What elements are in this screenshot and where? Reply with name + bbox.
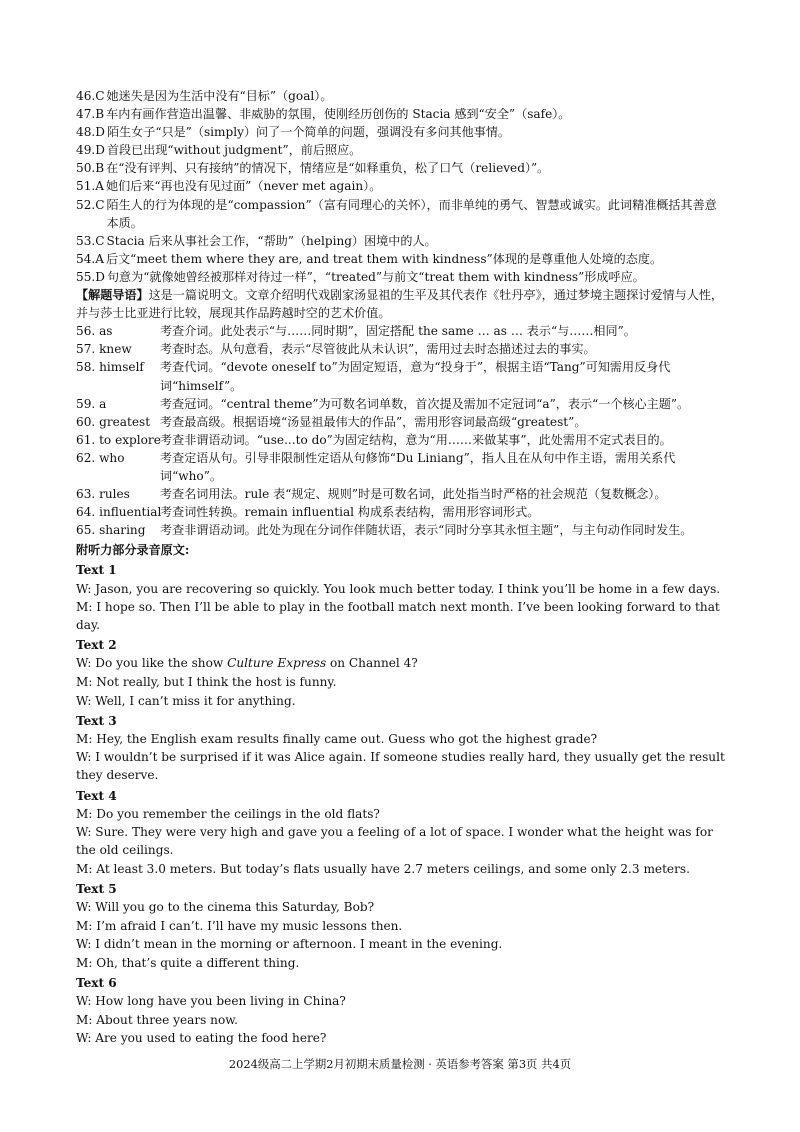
answer-row (76, 340, 728, 358)
text-title: Text 2 (76, 638, 117, 653)
answer-number: 56. as (76, 324, 113, 339)
answer-row (76, 250, 728, 268)
answer-explanation: 后文“meet them where they are, and treat them with kindness”体现的是尊重他人处境的态度。 (105, 251, 663, 266)
answer-row (76, 196, 728, 232)
answer-row (76, 159, 728, 177)
answer-number: 65. sharing (76, 523, 146, 538)
dialogue-line (76, 992, 728, 1010)
dialogue-line (76, 805, 728, 823)
dialogue-line (76, 748, 728, 784)
answer-number: 51.A (76, 179, 104, 194)
dialogue-text: M: At least 3.0 meters. But today’s flats usually have 2.7 meters ceilings, and some only 2.3 meters. (76, 861, 690, 876)
answer-row (76, 449, 728, 485)
answer-number: 60. greatest (76, 414, 151, 429)
page-footer: 2024级高二上学期2月初期末质量检测 · 英语参考答案 第3页 共4页 (228, 1057, 572, 1071)
dialogue-line (76, 1029, 728, 1047)
dialogue-text: M: I’m afraid I can’t. I’ll have my music lessons then. (76, 918, 403, 933)
answer-row (76, 322, 728, 340)
cloze-answers (76, 87, 728, 286)
answer-explanation: 考查时态。从句意看，表示“尽管彼此从未认识”，需用过去时态描述过去的事实。 (160, 342, 596, 357)
dialogue-line (76, 954, 728, 972)
dialogue-line (76, 598, 728, 634)
answer-number: 49.D (76, 143, 105, 158)
answer-explanation: 车内有画作营造出温馨、非威胁的氛围，使刚经历创伤的 Stacia 感到“安全”（safe）。 (106, 107, 571, 122)
answer-row (76, 431, 728, 449)
answer-explanation: 在“没有评判、只有接纳”的情况下，情绪应是“如释重负，松了口气（relieved）”。 (106, 161, 550, 176)
dialogue-line (76, 935, 728, 953)
text-title: Text 4 (76, 788, 117, 803)
dialogue-text: W: Do you like the show (76, 656, 228, 671)
answer-number: 64. influential (76, 505, 162, 520)
answer-number: 54.A (76, 251, 104, 266)
answer-number: 62. who (76, 450, 125, 465)
dialogue-text: M: Do you remember the ceilings in the old flats? (76, 806, 380, 821)
answer-row (76, 87, 728, 105)
show-title: Culture Express (227, 656, 327, 671)
answer-explanation: 考查代词。“devote oneself to”为固定短语，意为“投身于”，根据主语“Tang”可知需用反身代词“himself”。 (160, 360, 671, 393)
dialogue-line (76, 823, 728, 859)
answer-number: 53.C (76, 233, 105, 248)
answer-number: 48.D (76, 125, 105, 140)
answer-number: 61. to explore (76, 432, 161, 447)
dialogue-line (76, 654, 728, 672)
answer-document (76, 87, 728, 1048)
answer-explanation: 首段已出现“without judgment”，前后照应。 (106, 143, 362, 158)
answer-explanation: 考查定语从句。引导非限制性定语从句修饰“Du Liniang”，指人且在从句中作主语，需用关系代词“who”。 (160, 450, 676, 483)
text-title: Text 5 (76, 882, 117, 897)
dialogue-text: M: About three years now. (76, 1012, 239, 1027)
text-title: Text 1 (76, 563, 117, 578)
answer-number: 52.C (76, 197, 105, 212)
answer-explanation: 考查非谓语动词。此处为现在分词作伴随状语，表示“同时分享其永恒主题”，与主句动作同时发生。 (160, 523, 693, 538)
answer-explanation: 陌生人的行为体现的是“compassion”（富有同理心的关怀），而非单纯的勇气、智慧或诚实。此词精准概括其善意本质。 (106, 197, 717, 230)
dialogue-text: on Channel 4? (326, 656, 418, 671)
answer-number: 55.D (76, 269, 105, 284)
transcript-heading: 附听力部分录音原文: (76, 543, 190, 558)
dialogue-text: W: Well, I can’t miss it for anything. (76, 693, 296, 708)
answer-number: 46.C (76, 89, 105, 103)
answer-row (76, 395, 728, 413)
dialogue-text: W: Will you go to the cinema this Saturday, Bob? (76, 900, 375, 915)
dialogue-text: W: Are you used to eating the food here? (76, 1031, 327, 1046)
answer-row (76, 413, 728, 431)
dialogue-line (76, 692, 728, 710)
dialogue-line (76, 1011, 728, 1029)
answer-number: 47.B (76, 107, 105, 122)
answer-row (76, 177, 728, 195)
answer-row (76, 503, 728, 521)
answer-explanation: 她迷失是因为生活中没有“目标”（goal）。 (106, 89, 333, 103)
answer-row (76, 358, 728, 394)
hint-text: 这是一篇说明文。文章介绍明代戏剧家汤显祖的生平及其代表作《牡丹亭》，通过梦境主题探讨爱情与人性，并与莎士比亚进行比较，展现其作品跨越时空的艺术价值。 (76, 288, 724, 321)
listening-transcript (76, 561, 728, 1047)
dialogue-text: W: Sure. They were very high and gave you a feeling of a lot of space. I wonder what the height was for the old ceilings. (76, 825, 713, 858)
answer-explanation: Stacia 后来从事社会工作，“帮助”（helping）困境中的人。 (106, 233, 437, 248)
dialogue-line (76, 673, 728, 691)
answer-explanation: 考查词性转换。remain influential 构成系表结构，需用形容词形式。 (160, 505, 540, 520)
answer-explanation: 考查介词。此处表示“与……同时期”，固定搭配 the same … as … 表示“与……相同”。 (160, 324, 636, 339)
dialogue-text: M: Hey, the English exam results finally came out. Guess who got the highest grade? (76, 731, 598, 746)
answer-explanation: 考查名词用法。rule 表“规定、规则”时是可数名词，此处指当时严格的社会规范（复数概念）。 (160, 487, 667, 502)
answer-row (76, 141, 728, 159)
answer-row (76, 268, 728, 286)
dialogue-line (76, 898, 728, 916)
answer-row (76, 485, 728, 503)
answer-explanation: 她们后来“再也没有见过面”（never met again）。 (105, 179, 382, 194)
text-title: Text 6 (76, 976, 117, 990)
answer-explanation: 句意为“就像她曾经被那样对待过一样”，“treated”与前文“treat them with kindness”形成呼应。 (106, 269, 645, 284)
dialogue-line (76, 730, 728, 748)
dialogue-line (76, 860, 728, 878)
answer-row (76, 521, 728, 539)
dialogue-line (76, 917, 728, 935)
grammar-fill-answers (76, 322, 728, 539)
answer-row (76, 105, 728, 123)
answer-row (76, 123, 728, 141)
answer-number: 59. a (76, 396, 107, 411)
dialogue-line (76, 580, 728, 598)
dialogue-text: M: Oh, that’s quite a different thing. (76, 955, 300, 970)
answer-number: 50.B (76, 161, 105, 176)
dialogue-text: W: I didn’t mean in the morning or afternoon. I meant in the evening. (76, 937, 503, 952)
answer-number: 57. knew (76, 342, 132, 357)
answer-explanation: 考查冠词。“central theme”为可数名词单数，首次提及需加不定冠词“a”，表示“一个核心主题”。 (160, 396, 690, 411)
dialogue-text: W: I wouldn’t be surprised if it was Alice again. If someone studies really hard, they usually get the result they deserve. (76, 750, 725, 783)
answer-row (76, 232, 728, 250)
hint-lead: 【解题导语】 (76, 288, 149, 303)
answer-explanation: 考查非谓语动词。“use...to do”为固定结构，意为“用……来做某事”，此处需用不定式表目的。 (160, 432, 672, 447)
answer-explanation: 陌生女子“只是”（simply）问了一个简单的问题，强调没有多问其他事情。 (106, 125, 511, 140)
dialogue-text: W: How long have you been living in China? (76, 994, 346, 1009)
dialogue-text: M: Not really, but I think the host is funny. (76, 675, 337, 689)
dialogue-text: W: Jason, you are recovering so quickly. You look much better today. I think you’ll be home in a few days. (76, 581, 721, 596)
dialogue-text: M: I hope so. Then I’ll be able to play in the football match next month. I’ve been looking forward to that day. (76, 600, 720, 633)
text-title: Text 3 (76, 713, 117, 728)
hint-paragraph (76, 286, 728, 322)
answer-number: 63. rules (76, 487, 130, 502)
answer-number: 58. himself (76, 360, 144, 375)
answer-explanation: 考查最高级。根据语境“汤显祖最伟大的作品”，需用形容词最高级“greatest”。 (160, 414, 587, 429)
